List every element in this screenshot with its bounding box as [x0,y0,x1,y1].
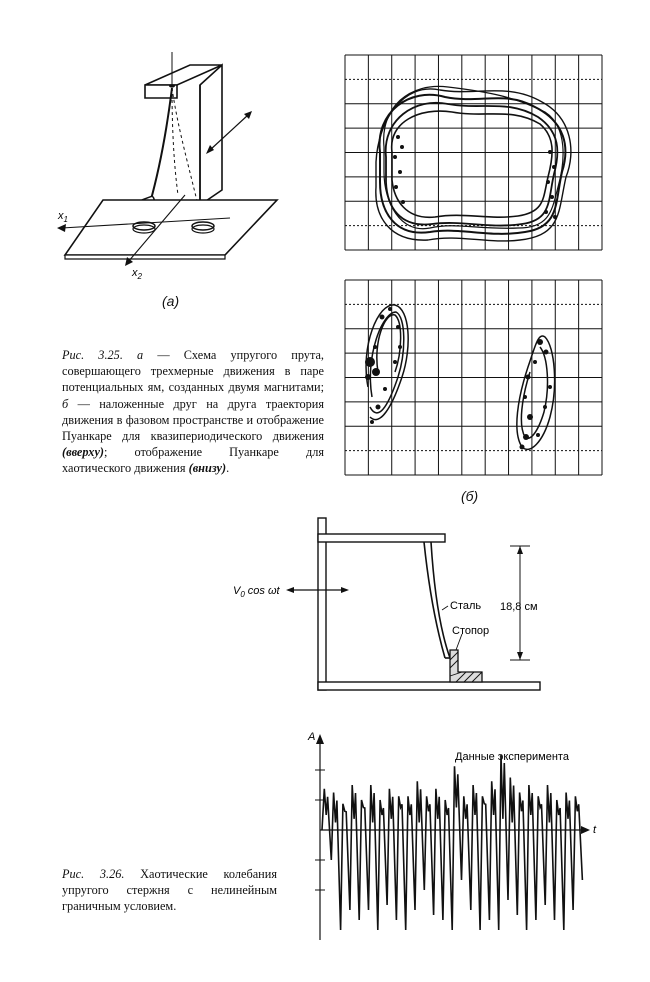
data-label: Данные эксперимента [455,751,569,763]
panel-b-label: (б) [461,488,479,504]
length-label: 18,8 см [500,601,538,613]
x1-label: $x_1$ [58,210,68,224]
x2-label: $x_2$ [132,267,142,281]
frame-top [318,534,445,542]
frame-bottom [318,682,540,690]
rod-rest-position [172,88,178,195]
steel-label: Сталь [450,600,482,612]
caption-fig-3-26: Рис. 3.26. Хаотические колебания упругого стержня с нелинейным граничным условием. [62,867,277,914]
side-support [200,65,222,205]
phase-portrait-quasiperiodic [340,52,610,257]
caption-fig-3-25: Рис. 3.25. а — Схема упругого прута, совершающего трехмерные движения в паре потенциальных ям, созданных двумя магнитами; б — наложенные друг на друга траектория движения в фазовом пространстве и отображение Пуанкаре для квазипериодического движения (вверху); отображение Пуанкаре для хаотического движения (внизу). [62,348,325,476]
stopper-label: Стопор [452,625,490,637]
quasiperiodic-orbits [376,86,571,241]
panel-a-label: (а) [162,293,180,309]
signal-chart [300,730,610,942]
phase-portrait-chaotic [340,277,610,482]
elastic-rod [150,88,172,203]
excitation-label: $V_0$ cos ωt [233,585,280,599]
frame-left [318,518,326,690]
rod-stopper-diagram [230,510,560,700]
base-plate [65,200,277,255]
axis-a-label: A [308,731,316,743]
steel-rod [424,542,445,658]
rod-apparatus-diagram [0,0,330,300]
axis-t-label: t [593,824,597,836]
signal-series-line [322,755,582,930]
